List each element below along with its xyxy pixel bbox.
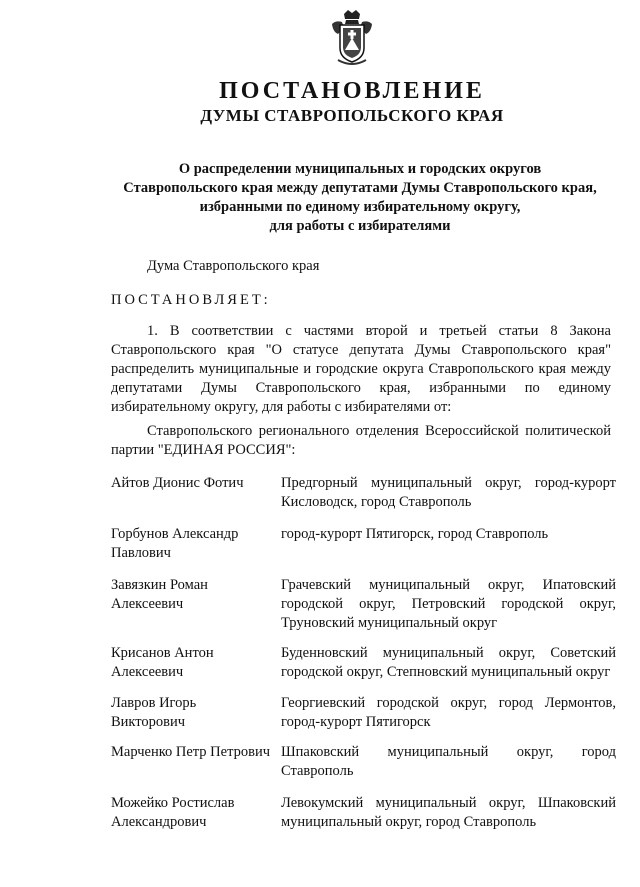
deputy-districts: Грачевский муниципальный округ, Ипатовский городской округ, Петровский городской округ, Труновский муниципальный округ xyxy=(281,577,616,631)
paragraph-1-text: 1. В соответствии с частями второй и третьей статьи 8 Закона Ставропольского края "О статусе депутата Думы Ставропольского края" распределить муниципальные и городские округа Ставропольского края между депутатами Думы Ставропольского края, избранными по единому избирательному округу, для работы с избирателями от: xyxy=(111,323,611,415)
deputy-name: Крисанов Антон Алексеевич xyxy=(111,645,214,680)
subject-line: для работы с избирателями xyxy=(269,218,451,234)
resolves-heading: ПОСТАНОВЛЯЕТ: xyxy=(111,292,271,308)
deputy-name: Горбунов Александр Павлович xyxy=(111,526,239,561)
deputy-districts: Буденновский муниципальный округ, Советский городской округ, Степновский муниципальный округ xyxy=(281,645,616,680)
deputy-name: Лавров Игорь Викторович xyxy=(111,695,197,730)
deputy-districts: Георгиевский городской округ, город Лермонтов, город-курорт Пятигорск xyxy=(281,695,616,730)
subject-line: О распределении муниципальных и городских округов xyxy=(178,161,542,177)
deputy-name: Завязкин Роман Алексеевич xyxy=(111,577,208,612)
issuer-text: Дума Ставропольского края xyxy=(147,258,320,274)
deputy-districts: город-курорт Пятигорск, город Ставрополь xyxy=(281,526,549,542)
document-title: ПОСТАНОВЛЕНИЕ xyxy=(219,78,485,104)
coat-of-arms-emblem xyxy=(330,10,374,66)
deputy-name: Можейко Ростислав Александрович xyxy=(111,795,235,830)
subject-line: избранными по единому избирательному округу, xyxy=(199,199,521,215)
deputy-districts: Предгорный муниципальный округ, город-курорт Кисловодск, город Ставрополь xyxy=(281,475,616,510)
paragraph-2-text: Ставропольского регионального отделения Всероссийской политической партии "ЕДИНАЯ РОССИЯ": xyxy=(111,423,611,458)
paragraph-2 xyxy=(111,422,611,460)
deputy-name: Марченко Петр Петрович xyxy=(111,744,271,760)
document-subject xyxy=(100,160,620,236)
paragraph-1 xyxy=(111,322,611,417)
deputy-districts: Левокумский муниципальный округ, Шпаковский муниципальный округ, город Ставрополь xyxy=(281,795,616,830)
document-subtitle: ДУМЫ СТАВРОПОЛЬСКОГО КРАЯ xyxy=(200,106,504,125)
deputy-name: Айтов Дионис Фотич xyxy=(111,475,244,491)
deputy-districts: Шпаковский муниципальный округ, город Ставрополь xyxy=(281,744,616,779)
subject-line: Ставропольского края между депутатами Думы Ставропольского края, xyxy=(123,180,597,196)
